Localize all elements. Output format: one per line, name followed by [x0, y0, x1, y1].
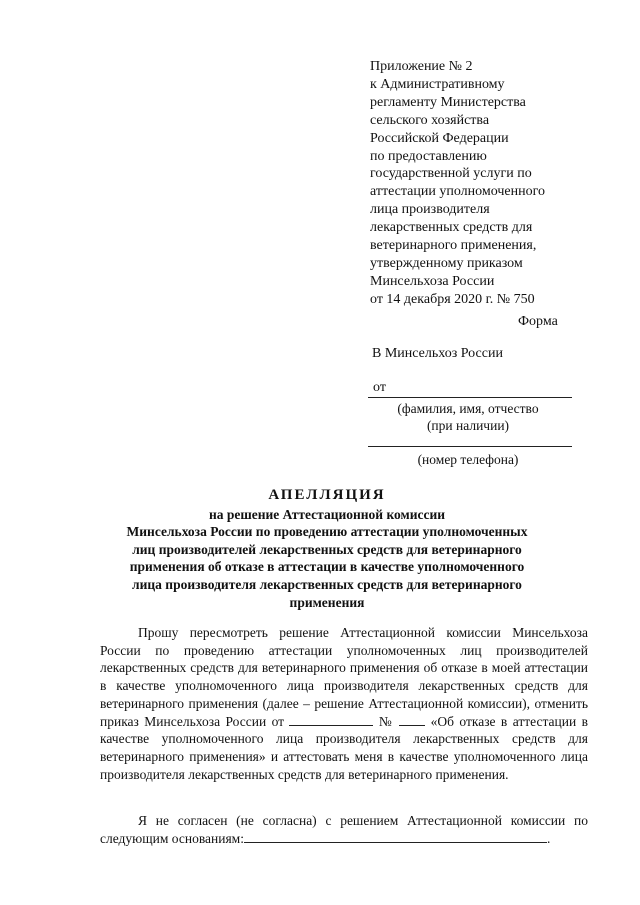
annex-line: сельского хозяйства — [370, 112, 490, 128]
title-line: лица производителя лекарственных средств для ветеринарного — [132, 576, 522, 592]
annex-line: лица производителя — [370, 202, 490, 218]
phone-hint: (номер телефона) — [417, 452, 519, 467]
title-line: применения об отказе в аттестации в качестве уполномоченного — [129, 559, 525, 575]
annex-line: регламенту Министерства — [370, 94, 526, 110]
form-label: Форма — [518, 314, 558, 329]
fio-hint-line: (при наличии) — [426, 418, 510, 433]
grounds-end: . — [546, 830, 551, 846]
title-line: лиц производителей лекарственных средств для ветеринарного — [132, 541, 522, 557]
annex-line: утвержденному приказом — [370, 255, 523, 271]
request-text-part1: Прошу пересмотреть решение Аттестационной комиссии Минсельхоза России по проведению аттестации уполномоченных лиц производителей лекарственных средств для ветеринарного применения об отказе в моей аттестации в качестве уполномоченного лица производителя лекарственных средств для ветеринарного применения (далее – решение Аттестационной комиссии), отменить приказ Минсельхоза России от — [100, 625, 588, 729]
annex-line: государственной услуги по — [370, 166, 532, 182]
phone-field[interactable] — [368, 446, 572, 447]
fio-hint-line: (фамилия, имя, отчество — [397, 401, 539, 416]
annex-line: аттестации уполномоченного — [370, 184, 545, 200]
annex-line: Минсельхоза России — [370, 273, 495, 289]
fio-hint — [368, 400, 568, 434]
grounds-paragraph — [100, 812, 588, 847]
title-line: применения — [289, 594, 365, 610]
addressee: В Минсельхоз России — [372, 346, 503, 361]
annex-line: ветеринарного применения, — [370, 238, 537, 254]
order-number-field[interactable] — [399, 713, 425, 726]
from-field[interactable] — [368, 380, 572, 398]
order-date-field[interactable] — [289, 713, 373, 726]
annex-line: Приложение № 2 — [370, 59, 473, 74]
from-label: от — [373, 380, 386, 395]
request-text-part2: «Об отказе в аттестации в качестве уполномоченного лица производителя лекарственных средств для ветеринарного применения» и аттестовать меня в качестве уполномоченного лица производителя лекарственных средств для ветеринарного применения. — [100, 713, 588, 782]
grounds-text: Я не согласен (не согласна) с решением Аттестационной комиссии по следующим основаниям: — [100, 813, 588, 846]
title-line: Минсельхоза России по проведению аттестации уполномоченных — [126, 524, 528, 540]
grounds-field[interactable] — [244, 830, 547, 843]
annex-line: Российской Федерации — [370, 130, 509, 146]
title-heading: АПЕЛЛЯЦИЯ — [268, 487, 386, 503]
annex-block — [370, 58, 610, 309]
request-paragraph — [100, 624, 588, 783]
order-number-label: № — [378, 713, 394, 729]
annex-line: от 14 декабря 2020 г. № 750 — [370, 291, 535, 307]
document-title — [96, 487, 558, 611]
annex-line: к Административному — [370, 76, 505, 92]
title-line: на решение Аттестационной комиссии — [208, 506, 446, 522]
annex-line: лекарственных средств для — [370, 220, 533, 236]
annex-line: по предоставлению — [370, 148, 487, 164]
